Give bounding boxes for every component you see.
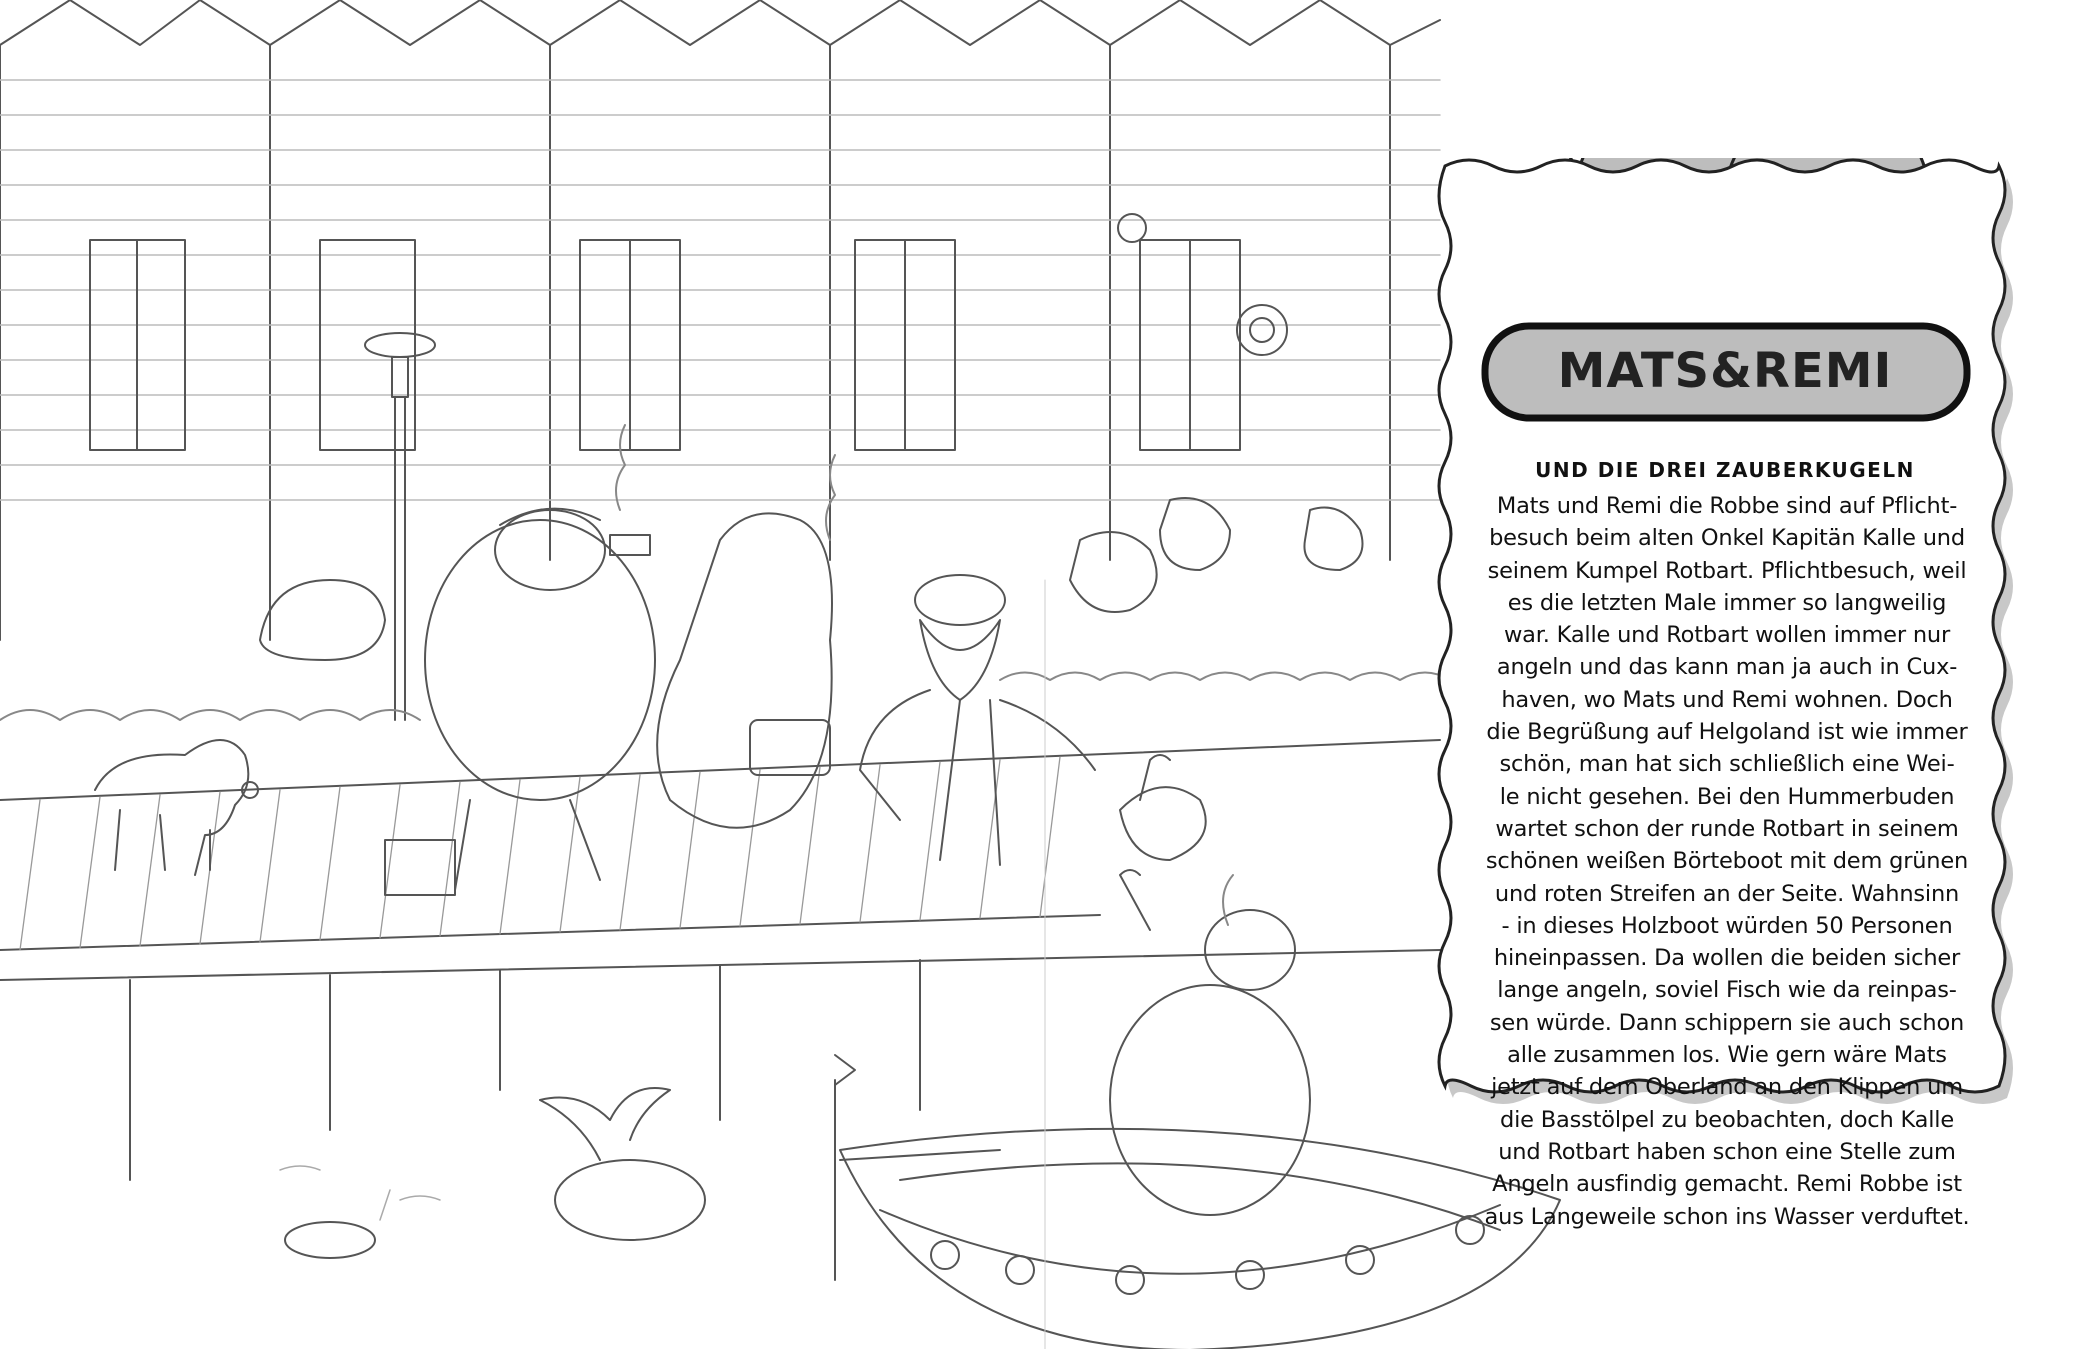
story-line: le nicht gesehen. Bei den Hummerbuden [1499,783,1955,810]
sleeping-seal [260,580,385,660]
story-line: Angeln ausfindig gemacht. Remi Robbe ist [1492,1171,1962,1198]
birds-group [1070,498,1363,860]
captain-character [860,575,1095,865]
story-line: hineinpassen. Da wollen die beiden sicher [1493,945,1961,972]
story-line: aus Langeweile schon ins Wasser verduftet. [1484,1203,1970,1230]
story-card [1437,158,2013,1230]
story-line: sen würde. Dann schippern sie auch schon [1489,1009,1965,1036]
story-line: - in dieses Holzboot würden 50 Personen [1501,912,1953,939]
story-line: schönen weißen Börteboot mit dem grünen [1485,848,1969,875]
story-line: schön, man hat sich schließlich eine Wei- [1499,751,1955,778]
pony [95,740,258,875]
story-line: wartet schon der runde Rotbart in seinem [1495,815,1959,842]
story-line: haven, wo Mats und Remi wohnen. Doch [1501,686,1953,713]
story-line: angeln und das kann man ja auch in Cux- [1496,654,1958,681]
story-line: alle zusammen los. Wie gern wäre Mats [1507,1042,1947,1069]
book-title: MATS&REMI [1557,343,1893,399]
story-line: und roten Streifen an der Seite. Wahnsinn [1494,880,1960,907]
hummerbuden-houses [0,0,1440,640]
story-line: die Begrüßung auf Helgoland ist wie immer [1486,719,1968,746]
story-line: die Basstölpel zu beobachten, doch Kalle [1500,1106,1954,1133]
story-line: seinem Kumpel Rotbart. Pflichtbesuch, weil [1487,557,1967,584]
story-line: und Rotbart haben schon eine Stelle zum [1498,1138,1956,1165]
story-line: lange angeln, soviel Fisch wie da reinpas- [1497,977,1957,1004]
story-line: es die letzten Male immer so langweilig [1507,589,1947,616]
boardwalk [0,740,1440,1180]
story-line: war. Kalle und Rotbart wollen immer nur [1503,622,1950,649]
book-subtitle: UND DIE DREI ZAUBERKUGELN [1535,458,1915,482]
story-line: besuch beim alten Onkel Kapitän Kalle und [1489,525,1965,552]
story-line: jetzt auf dem Oberland an den Klippen um [1491,1074,1963,1101]
story-line: Mats und Remi die Robbe sind auf Pflicht- [1496,493,1958,519]
kalle-character [385,425,655,895]
story-text [1467,490,1987,1233]
palm-float [285,1088,705,1258]
